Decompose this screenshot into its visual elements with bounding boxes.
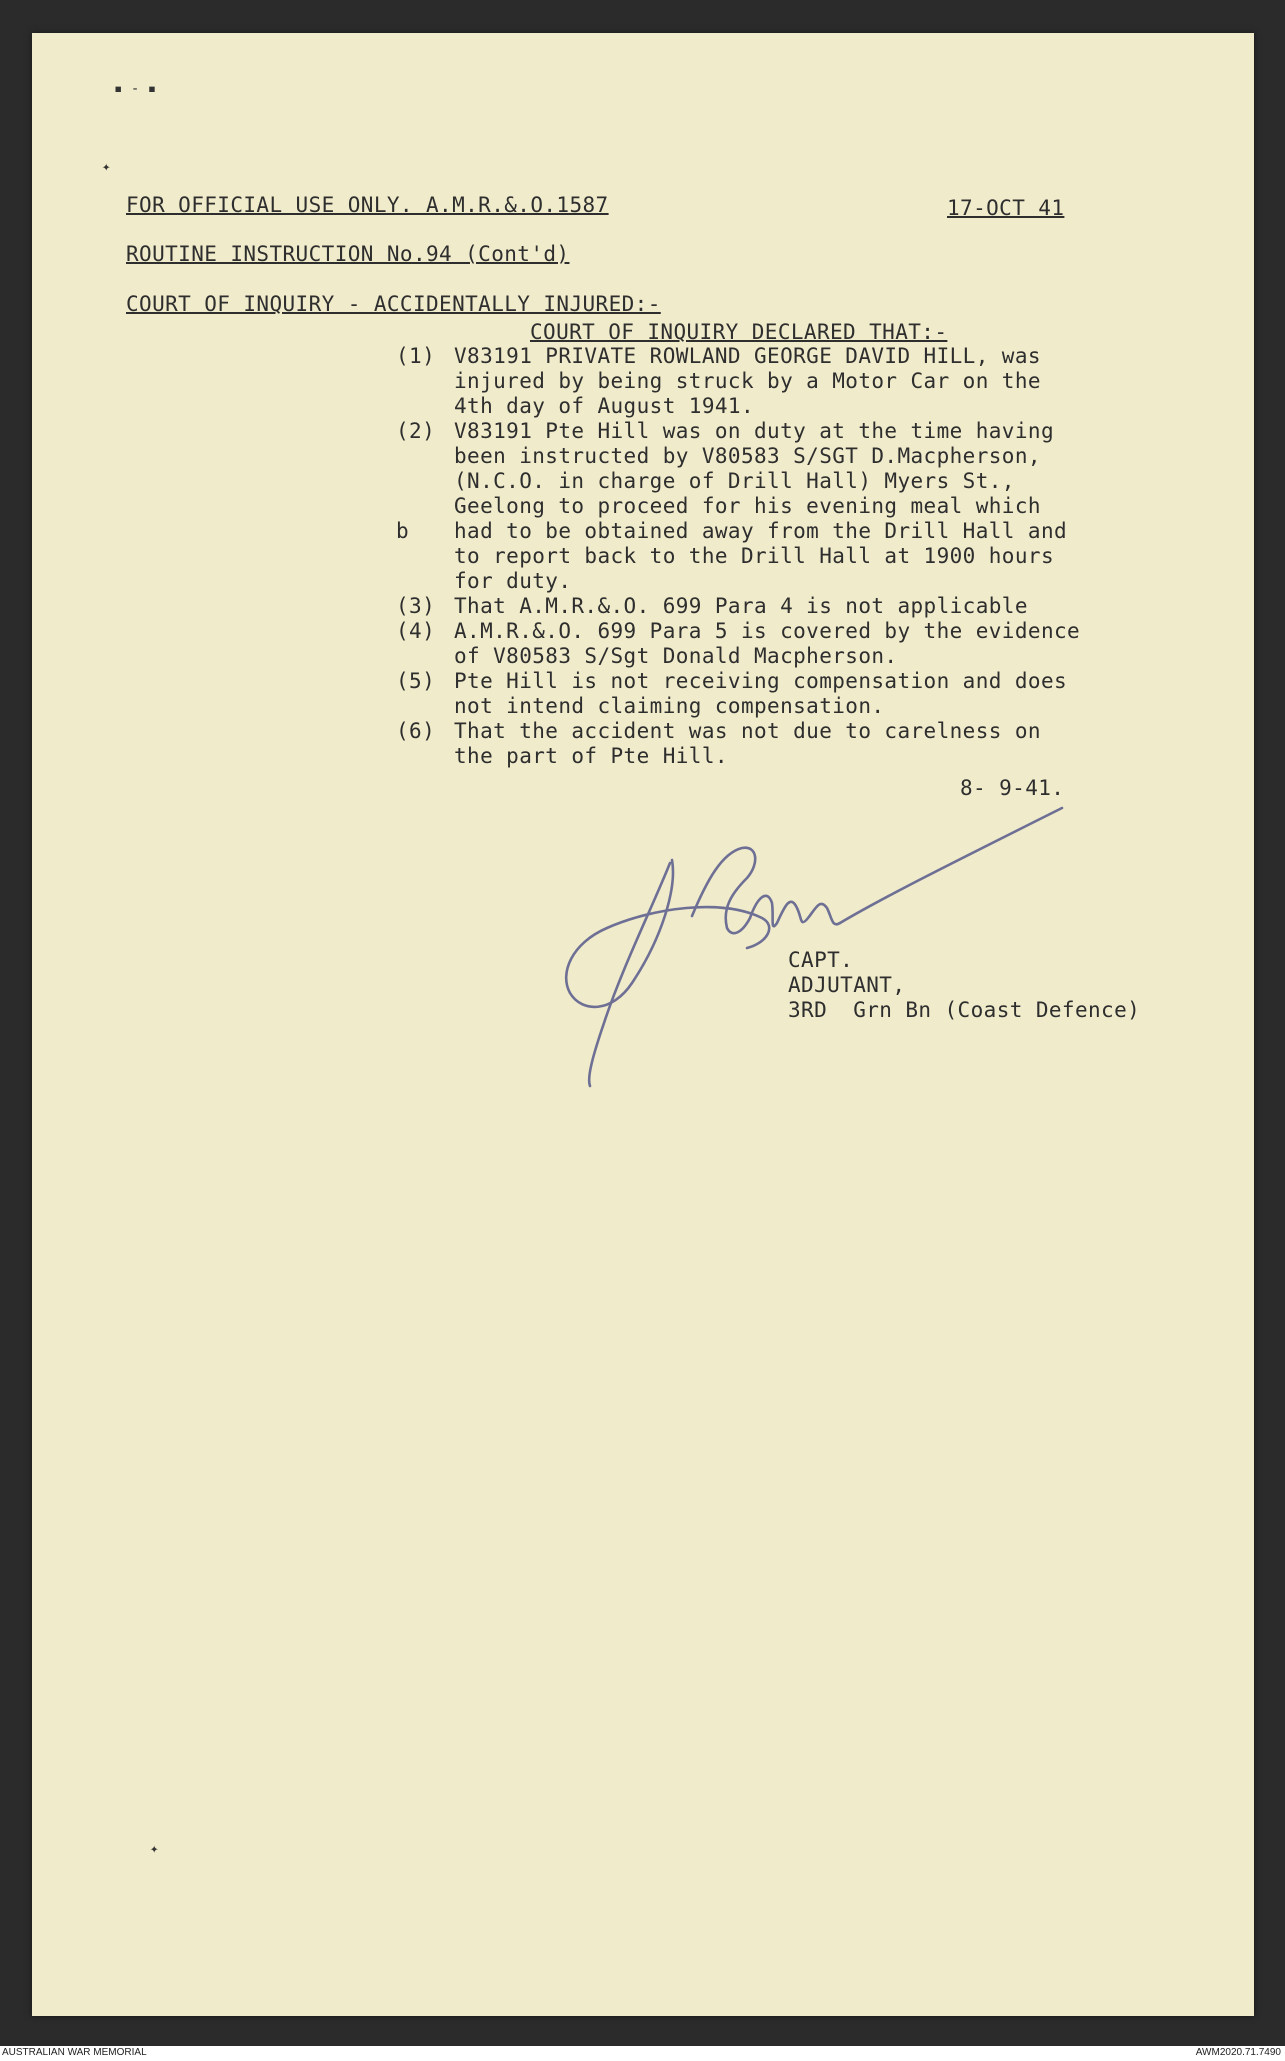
margin-mark: b	[396, 519, 410, 543]
routine-instruction-title: ROUTINE INSTRUCTION No.94 (Cont'd)	[126, 242, 570, 266]
finding-number: (1)	[396, 344, 436, 368]
finding-number: (4)	[396, 619, 436, 643]
finding-line: (N.C.O. in charge of Drill Hall) Myers St.,	[454, 469, 1015, 493]
finding-line: A.M.R.&.O. 699 Para 5 is covered by the evidence	[454, 619, 1081, 643]
finding-number: (6)	[396, 719, 436, 743]
signature-role: ADJUTANT,	[788, 973, 906, 997]
finding-line: That A.M.R.&.O. 699 Para 4 is not applicable	[454, 594, 1028, 618]
signature-image	[562, 768, 1132, 1098]
finding-line: Geelong to proceed for his evening meal which	[454, 494, 1041, 518]
official-use-line: FOR OFFICIAL USE ONLY. A.M.R.&.O.1587	[126, 193, 609, 217]
punch-mark: ✦	[102, 159, 111, 175]
signature-rank: CAPT.	[788, 948, 854, 972]
document-page	[32, 33, 1254, 2016]
finding-line: injured by being struck by a Motor Car on the	[454, 369, 1041, 393]
finding-line: That the accident was not due to carelness on	[454, 719, 1041, 743]
signed-date: 8- 9-41.	[960, 776, 1065, 800]
document-date: 17-OCT 41	[947, 196, 1065, 220]
finding-number: (2)	[396, 419, 436, 443]
finding-line: been instructed by V80583 S/SGT D.Macpherson,	[454, 444, 1041, 468]
finding-line: for duty.	[454, 569, 572, 593]
finding-line: the part of Pte Hill.	[454, 744, 728, 768]
finding-number: (5)	[396, 669, 436, 693]
finding-line: V83191 PRIVATE ROWLAND GEORGE DAVID HILL, was	[454, 344, 1041, 368]
finding-line: V83191 Pte Hill was on duty at the time having	[454, 419, 1054, 443]
finding-line: Pte Hill is not receiving compensation and does	[454, 669, 1068, 693]
finding-line: not intend claiming compensation.	[454, 694, 885, 718]
declared-heading: COURT OF INQUIRY DECLARED THAT:-	[530, 320, 948, 344]
finding-line: had to be obtained away from the Drill Hall and	[454, 519, 1068, 543]
finding-number: (3)	[396, 594, 436, 618]
finding-line: to report back to the Drill Hall at 1900 hours	[454, 544, 1054, 568]
court-heading: COURT OF INQUIRY - ACCIDENTALLY INJURED:-	[126, 292, 661, 316]
punch-mark: ✦	[150, 1841, 159, 1857]
footer-accession: AWM2020.71.7490	[1195, 2047, 1281, 2058]
finding-line: of V80583 S/Sgt Donald Macpherson.	[454, 644, 898, 668]
punch-mark: ▪ ‑ ▪	[114, 81, 157, 97]
footer-strip	[0, 2046, 1285, 2061]
footer-source: AUSTRALIAN WAR MEMORIAL	[2, 2047, 147, 2058]
signature-unit: 3RD Grn Bn (Coast Defence)	[788, 998, 1141, 1022]
finding-line: 4th day of August 1941.	[454, 394, 754, 418]
